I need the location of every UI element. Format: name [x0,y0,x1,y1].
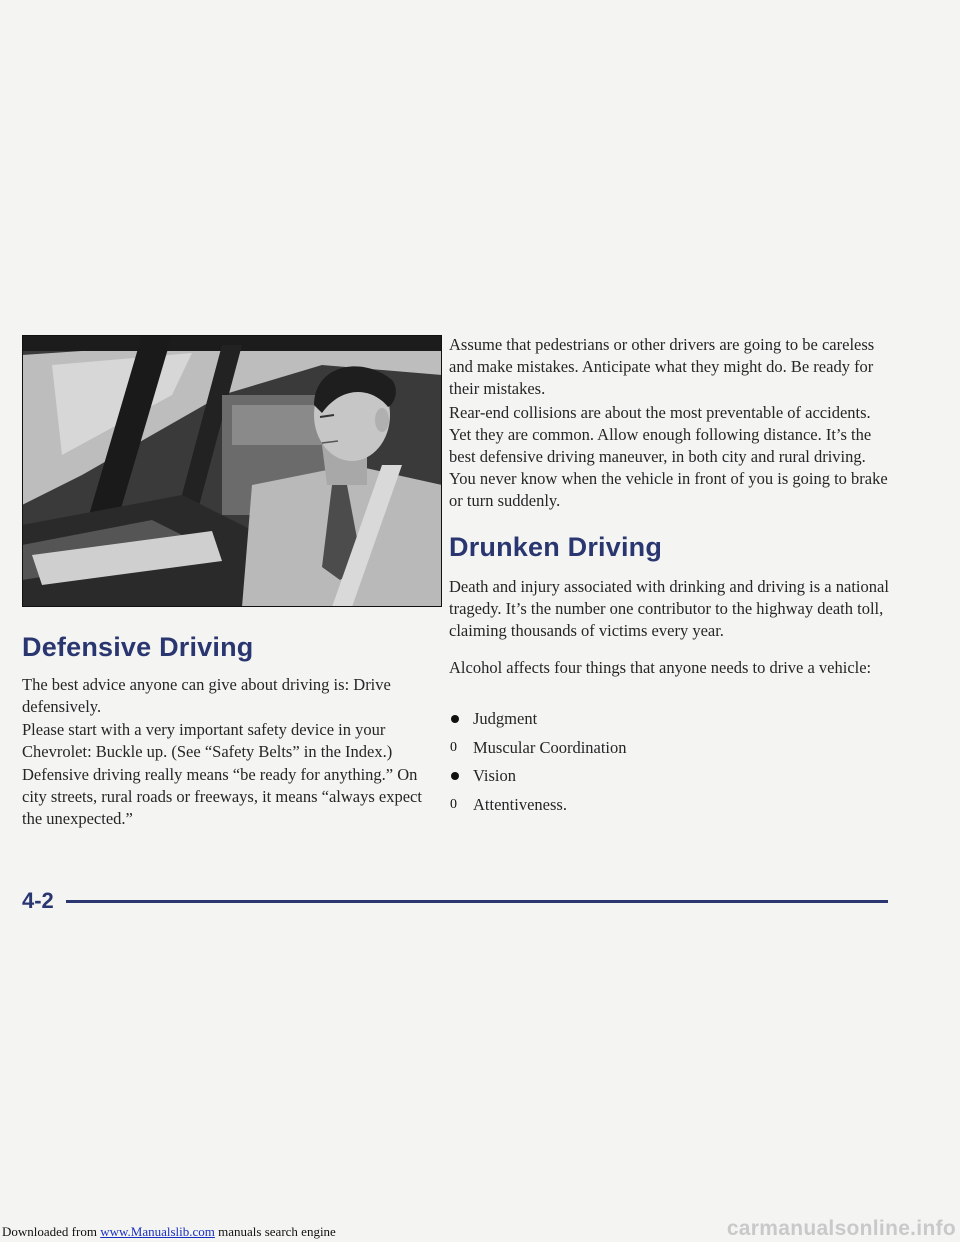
bullet-zero-icon: 0 [450,739,457,755]
list-item [449,705,889,734]
download-footer [2,1224,336,1240]
paragraph: Please start with a very important safety device in your Chevrolet: Buckle up. (See “Safety Belts” in the Index.) [22,720,393,761]
list-item [449,762,889,791]
bullet-list [449,705,889,819]
bullet-icon [451,772,459,780]
watermark: carmanualsonline.info [726,1217,956,1240]
list-item-text: Vision [473,766,517,786]
paragraph: Death and injury associated with drinking and driving is a national tragedy. It’s the number one contributor to the highway death toll, claiming thousands of victims every year. [449,577,889,640]
list-item-text: Attentiveness. [473,794,567,814]
paragraph: Defensive driving really means “be ready for anything.” On city streets, rural roads or freeways, it means “always expect the unexpected.” [22,765,422,828]
page-number: 4-2 [22,888,54,913]
paragraph: The best advice anyone can give about driving is: Drive defensively. [22,675,391,716]
section-heading-drunken-driving: Drunken Driving [449,532,663,562]
footer-suffix: manuals search engine [218,1224,336,1239]
paragraph: Assume that pedestrians or other drivers are going to be careless and make mistakes. Anticipate what they might do. Be ready for their mistakes. [449,335,875,398]
paragraph: Rear-end collisions are about the most preventable of accidents. Yet they are common. Allow enough following distance. It’s the best defensive driving maneuver, in both city and rural driving. You never know when the vehicle in front of you is going to brake or turn suddenly. [449,403,888,510]
driver-illustration [22,335,442,607]
list-item-text: Muscular Coordination [473,737,627,757]
list-item [449,791,889,820]
paragraph: Alcohol affects four things that anyone needs to drive a vehicle: [449,658,872,677]
footer-rule [66,900,888,903]
bullet-icon [451,715,459,723]
footer-prefix: Downloaded from [2,1224,97,1239]
list-item [449,734,889,763]
bullet-zero-icon: 0 [450,796,457,812]
driver-illustration-icon [22,335,442,607]
manualslib-link[interactable]: www.Manualslib.com [100,1224,215,1239]
list-item-text: Judgment [473,709,538,729]
section-heading-defensive-driving: Defensive Driving [22,632,254,662]
